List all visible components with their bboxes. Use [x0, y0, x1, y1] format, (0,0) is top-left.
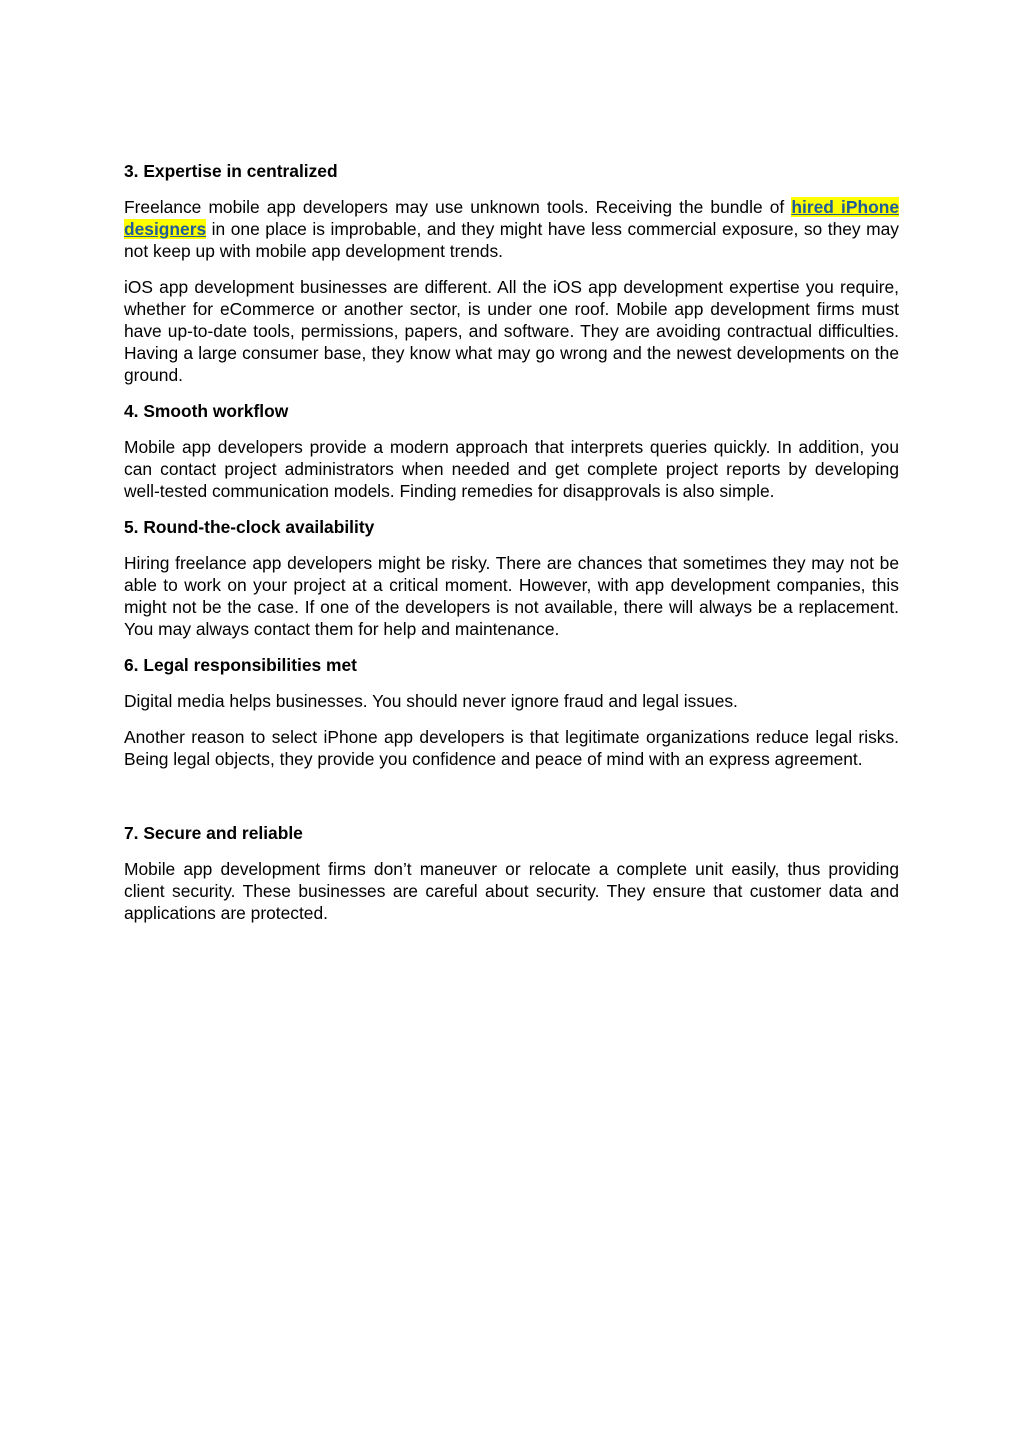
- paragraph-availability: Hiring freelance app developers might be risky. There are chances that sometimes they may not be able to work on your project at a critical moment. However, with app development companies, this might not be the case. If one of the developers is not available, there will always be a replacement. You may always contact them for help and maintenance.: [124, 553, 899, 639]
- paragraph-security: Mobile app development firms don’t maneuver or relocate a complete unit easily, thus providing client security. These businesses are careful about security. They ensure that customer data and applications are protected.: [124, 859, 899, 923]
- paragraph-ios-businesses: iOS app development businesses are different. All the iOS app development expertise you require, whether for eCommerce or another sector, is under one roof. Mobile app development firms must have up-to-date tools, permissions, papers, and software. They are avoiding contractual difficulties. Having a large consumer base, they know what may go wrong and the newest developments on the ground.: [124, 277, 899, 385]
- paragraph-workflow: Mobile app developers provide a modern approach that interprets queries quickly. In addition, you can contact project administrators when needed and get complete project reports by developing well-tested communication models. Finding remedies for disapprovals is also simple.: [124, 437, 899, 501]
- document-page: [124, 160, 899, 938]
- section-heading-expertise: 3. Expertise in centralized: [124, 161, 338, 181]
- paragraph-freelance-tools: [124, 196, 899, 262]
- paragraph-text-end: in one place is improbable, and they might have less commercial exposure, so they may not keep up with mobile app development trends.: [124, 219, 899, 261]
- paragraph-text-start: Freelance mobile app developers may use unknown tools. Receiving the bundle of: [124, 197, 792, 217]
- section-heading-security: 7. Secure and reliable: [124, 823, 303, 843]
- paragraph-legal-risks: Another reason to select iPhone app developers is that legitimate organizations reduce legal risks. Being legal objects, they provide you confidence and peace of mind with an express agreement.: [124, 727, 899, 769]
- section-heading-availability: 5. Round-the-clock availability: [124, 517, 375, 537]
- hired-iphone-designers-link[interactable]: hired iPhone designers: [124, 197, 899, 239]
- paragraph-digital-media: Digital media helps businesses. You should never ignore fraud and legal issues.: [124, 691, 738, 711]
- section-heading-legal: 6. Legal responsibilities met: [124, 655, 357, 675]
- section-heading-workflow: 4. Smooth workflow: [124, 401, 289, 421]
- section-spacer: [124, 784, 899, 822]
